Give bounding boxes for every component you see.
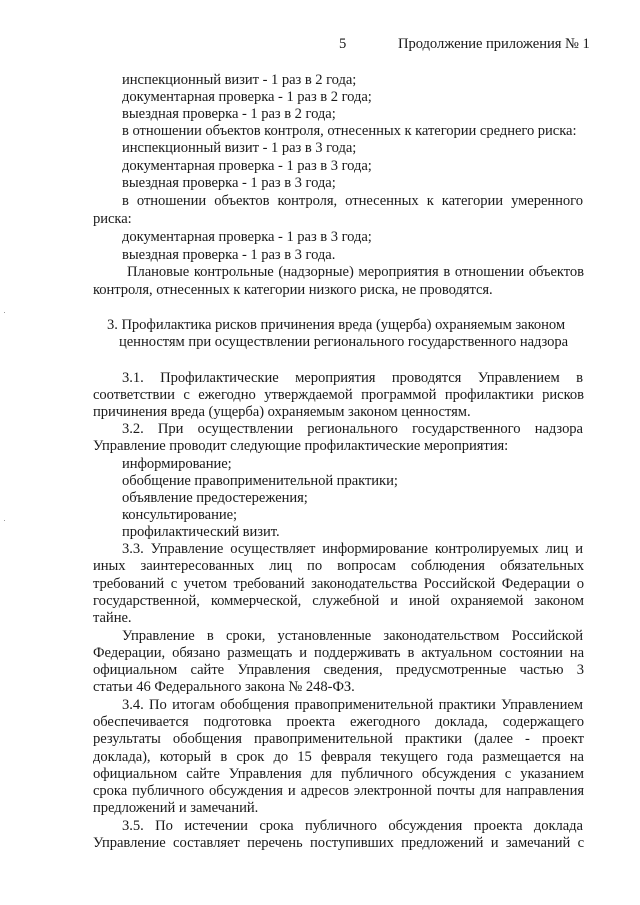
text-line: документарная проверка - 1 раз в 2 года; — [122, 89, 372, 105]
text-line: Плановые контрольные (надзорные) мероприятия в отношении объектов — [127, 264, 584, 280]
text-line: 3.4. По итогам обобщения правоприменительной практики Управлением — [122, 697, 583, 713]
text-line: документарная проверка - 1 раз в 3 года; — [122, 158, 372, 174]
text-line: выездная проверка - 1 раз в 3 года. — [122, 247, 336, 263]
text-line: Управление проводит следующие профилактические мероприятия: — [93, 438, 509, 454]
appendix-header: Продолжение приложения № 1 — [398, 36, 590, 52]
text-line: контроля, отнесенных к категории низкого риска, не проводятся. — [93, 282, 493, 298]
list-item: профилактический визит. — [122, 524, 280, 540]
text-line: иных заинтересованных лиц по вопросам соблюдения обязательных — [93, 558, 584, 574]
text-line: тайне. — [93, 610, 132, 626]
text-line: результаты обобщения правоприменительной практики (далее - проект — [93, 731, 584, 747]
list-item: консультирование; — [122, 507, 238, 523]
text-line: обеспечивается подготовка проекта ежегодного доклада, содержащего — [93, 714, 584, 730]
list-item: обобщение правоприменительной практики; — [122, 473, 398, 489]
text-line: срока публичного обсуждения и адресов электронной почты для направления — [93, 783, 584, 799]
text-line: 3.3. Управление осуществляет информирование контролируемых лиц и — [122, 541, 583, 557]
page-number: 5 — [339, 36, 347, 52]
text-line: в отношении объектов контроля, отнесенных к категории среднего риска: — [122, 123, 577, 139]
text-line: официальном сайте Управления сведения, предусмотренные частью 3 — [93, 662, 584, 678]
text-line: 3.5. По истечении срока публичного обсуждения проекта доклада — [122, 818, 583, 834]
text-line: Управление в сроки, установленные законодательством Российской — [122, 628, 583, 644]
text-line: государственной, коммерческой, служебной и иной охраняемой законом — [93, 593, 584, 609]
text-line: предложений и замечаний. — [93, 800, 259, 816]
list-item: объявление предостережения; — [122, 490, 308, 506]
text-line: риска: — [93, 211, 132, 227]
text-line: доклада), который в срок до 15 февраля текущего года размещается на — [93, 749, 584, 765]
text-line: официальном сайте Управления для публичного обсуждения с указанием — [93, 766, 584, 782]
scan-artifact — [4, 520, 5, 521]
text-line: инспекционный визит - 1 раз в 3 года; — [122, 140, 357, 156]
text-line: выездная проверка - 1 раз в 3 года; — [122, 175, 336, 191]
text-line: Федерации, обязано размещать и поддерживать в актуальном состоянии на — [93, 645, 584, 661]
list-item: информирование; — [122, 456, 232, 472]
text-line: причинения вреда (ущерба) охраняемым законом ценностям. — [93, 404, 471, 420]
scan-artifact — [4, 312, 5, 313]
text-line: Управление составляет перечень поступивших предложений и замечаний с — [93, 835, 584, 851]
section-heading: 3. Профилактика рисков причинения вреда (ущерба) охраняемым законом — [107, 317, 566, 333]
section-heading: ценностям при осуществлении регионального государственного надзора — [119, 334, 569, 350]
text-line: документарная проверка - 1 раз в 3 года; — [122, 229, 372, 245]
text-line: выездная проверка - 1 раз в 2 года; — [122, 106, 336, 122]
text-line: 3.1. Профилактические мероприятия проводятся Управлением в — [122, 370, 583, 386]
text-line: соответствии с ежегодно утверждаемой программой профилактики рисков — [93, 387, 584, 403]
text-line: требований с учетом требований законодательства Российской Федерации о — [93, 576, 584, 592]
text-line: в отношении объектов контроля, отнесенных к категории умеренного — [122, 193, 583, 209]
text-line: статьи 46 Федерального закона № 248-ФЗ. — [93, 679, 355, 695]
text-line: инспекционный визит - 1 раз в 2 года; — [122, 72, 357, 88]
text-line: 3.2. При осуществлении регионального государственного надзора — [122, 421, 583, 437]
